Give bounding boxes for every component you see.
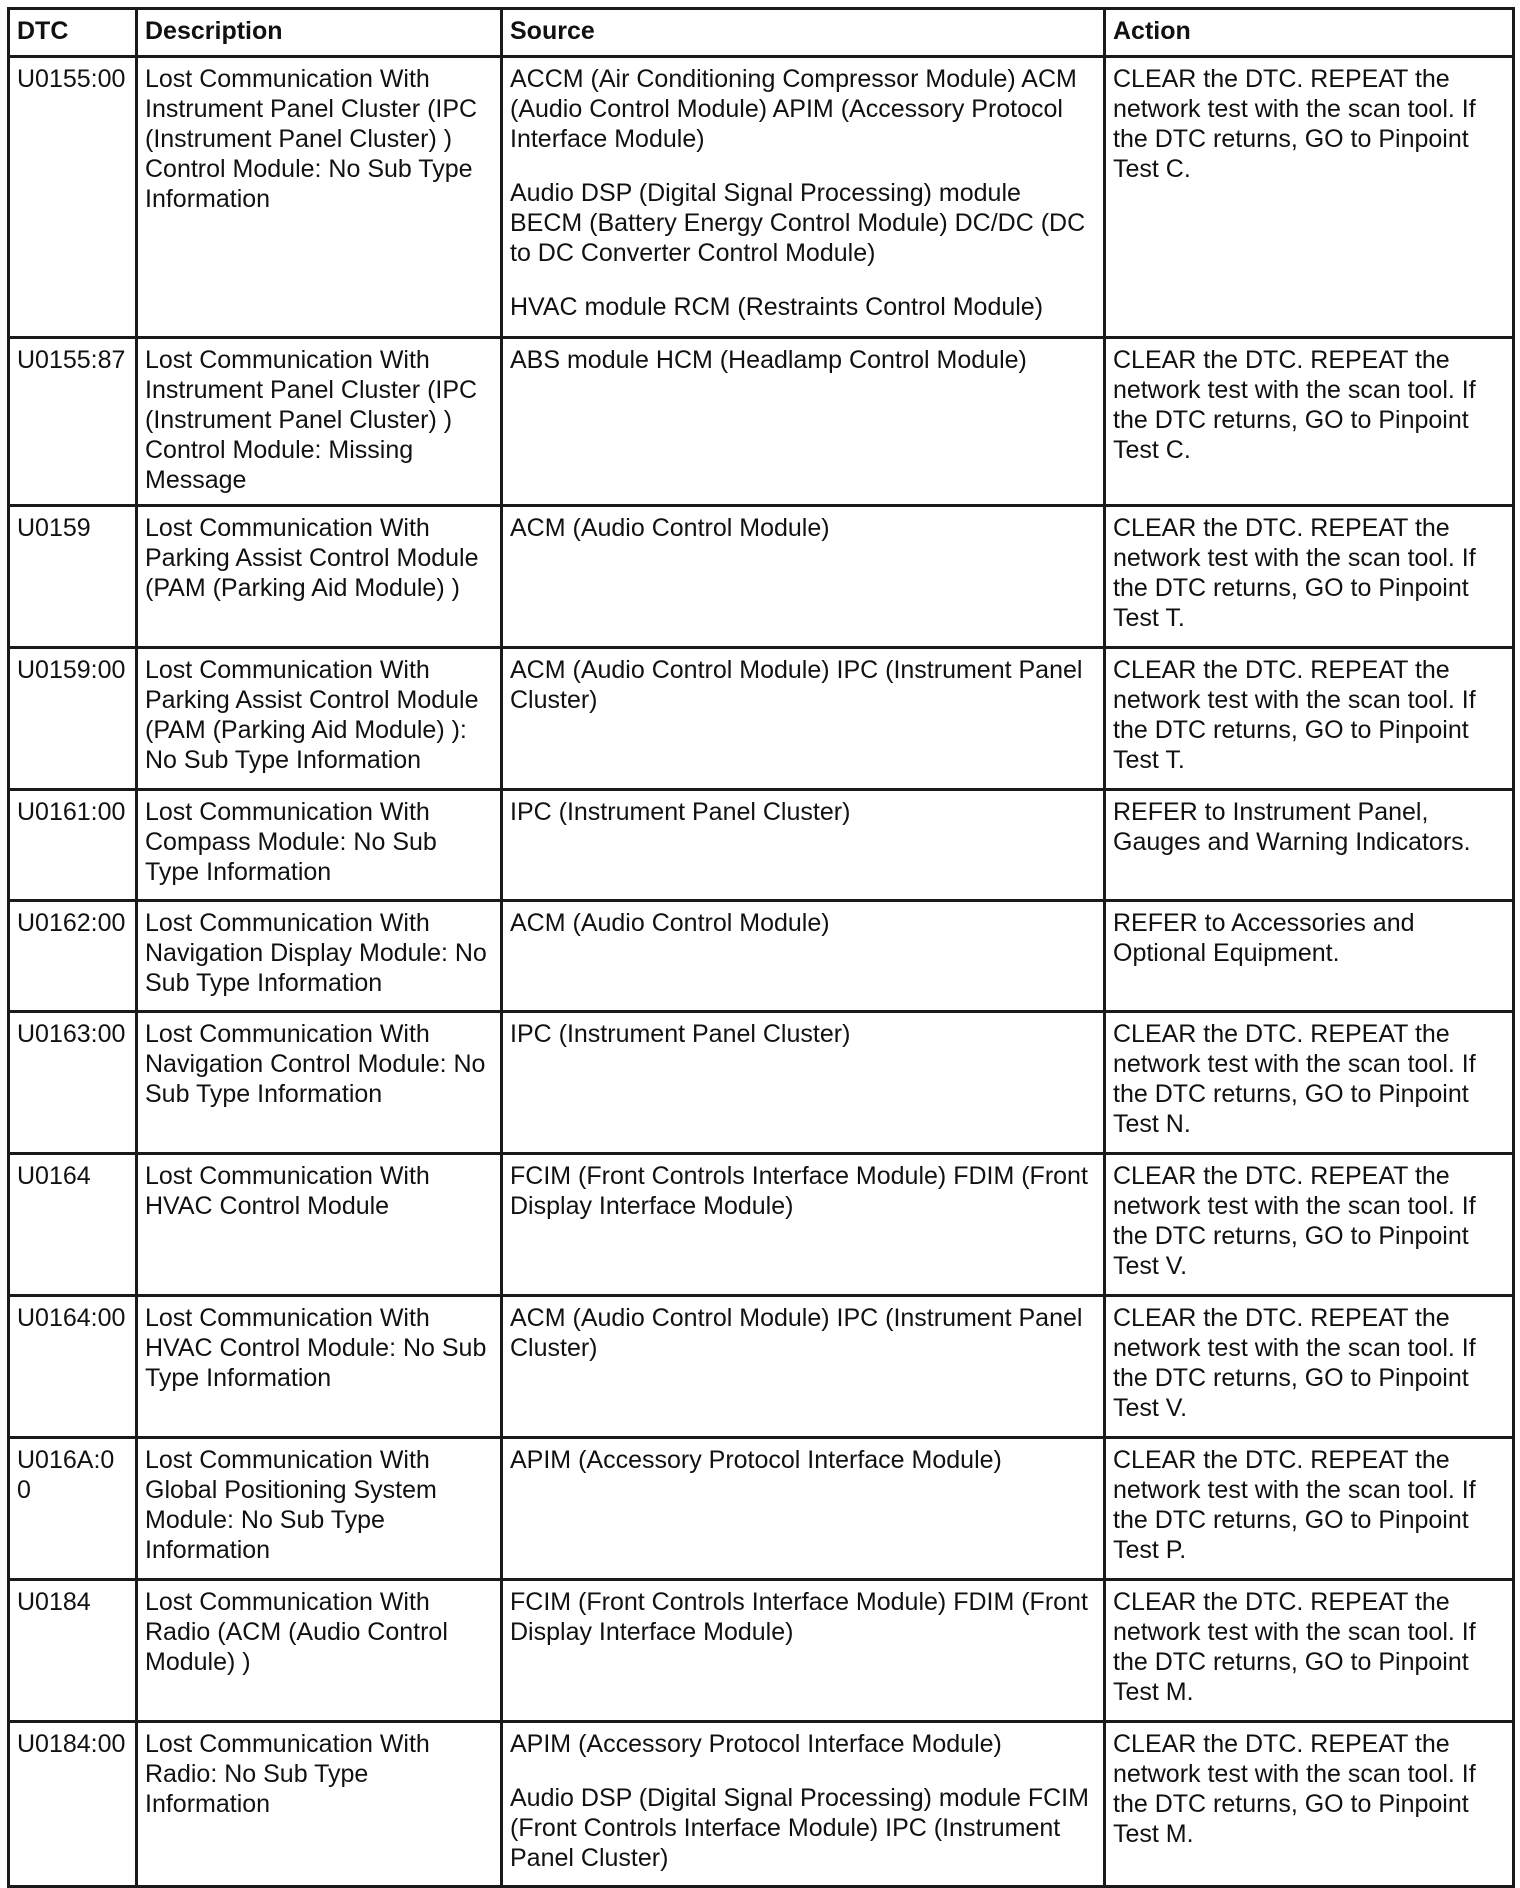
source-line: IPC (Instrument Panel Cluster)	[510, 1020, 851, 1048]
dtc-action: CLEAR the DTC. REPEAT the network test with the scan tool. If the DTC returns, GO to Pinpoint Test M.	[1105, 1722, 1514, 1887]
dtc-source	[502, 1580, 1105, 1722]
dtc-source	[502, 1296, 1105, 1438]
source-line: Audio DSP (Digital Signal Processing) module FCIM (Front Controls Interface Module) IPC (Instrument Panel Cluster)	[510, 1784, 1089, 1872]
dtc-description: Lost Communication With Global Positioning System Module: No Sub Type Information	[137, 1438, 502, 1580]
dtc-action: CLEAR the DTC. REPEAT the network test with the scan tool. If the DTC returns, GO to Pinpoint Test P.	[1105, 1438, 1514, 1580]
source-line: FCIM (Front Controls Interface Module) FDIM (Front Display Interface Module)	[510, 1162, 1088, 1220]
table-row	[9, 1154, 1514, 1296]
dtc-description: Lost Communication With Radio (ACM (Audio Control Module) )	[137, 1580, 502, 1722]
dtc-source	[502, 790, 1105, 901]
dtc-code: U0184:00	[9, 1722, 137, 1887]
table-row	[9, 1580, 1514, 1722]
dtc-description: Lost Communication With Radio: No Sub Type Information	[137, 1722, 502, 1887]
dtc-description: Lost Communication With Parking Assist Control Module (PAM (Parking Aid Module) )	[137, 506, 502, 648]
dtc-table	[7, 7, 1515, 1888]
table-header-row	[9, 9, 1514, 57]
source-line: ACM (Audio Control Module) IPC (Instrument Panel Cluster)	[510, 656, 1083, 714]
dtc-action: CLEAR the DTC. REPEAT the network test with the scan tool. If the DTC returns, GO to Pinpoint Test V.	[1105, 1154, 1514, 1296]
dtc-source	[502, 1012, 1105, 1154]
table-row	[9, 1438, 1514, 1580]
dtc-description: Lost Communication With HVAC Control Module: No Sub Type Information	[137, 1296, 502, 1438]
table-row	[9, 506, 1514, 648]
dtc-source	[502, 1722, 1105, 1887]
dtc-description: Lost Communication With Parking Assist Control Module (PAM (Parking Aid Module) ): No Sub Type Information	[137, 648, 502, 790]
header-description: Description	[137, 9, 502, 57]
source-line: HVAC module RCM (Restraints Control Module)	[510, 293, 1044, 321]
dtc-code: U0155:87	[9, 338, 137, 506]
dtc-source	[502, 1154, 1105, 1296]
dtc-code: U0155:00	[9, 57, 137, 338]
source-line: ACM (Audio Control Module)	[510, 909, 830, 937]
table-row	[9, 338, 1514, 506]
dtc-description: Lost Communication With Instrument Panel Cluster (IPC (Instrument Panel Cluster) ) Control Module: Missing Message	[137, 338, 502, 506]
source-line: FCIM (Front Controls Interface Module) FDIM (Front Display Interface Module)	[510, 1588, 1088, 1646]
source-line: IPC (Instrument Panel Cluster)	[510, 798, 851, 826]
dtc-code: U0159:00	[9, 648, 137, 790]
table-row	[9, 1722, 1514, 1887]
dtc-description: Lost Communication With Compass Module: No Sub Type Information	[137, 790, 502, 901]
dtc-action: REFER to Instrument Panel, Gauges and Warning Indicators.	[1105, 790, 1514, 901]
source-line: ACM (Audio Control Module) IPC (Instrument Panel Cluster)	[510, 1304, 1083, 1362]
dtc-source	[502, 57, 1105, 338]
table-row	[9, 1296, 1514, 1438]
dtc-source	[502, 338, 1105, 506]
dtc-code: U0161:00	[9, 790, 137, 901]
dtc-action: REFER to Accessories and Optional Equipment.	[1105, 901, 1514, 1012]
dtc-source	[502, 506, 1105, 648]
dtc-action: CLEAR the DTC. REPEAT the network test with the scan tool. If the DTC returns, GO to Pinpoint Test V.	[1105, 1296, 1514, 1438]
dtc-source	[502, 648, 1105, 790]
dtc-description: Lost Communication With Navigation Display Module: No Sub Type Information	[137, 901, 502, 1012]
dtc-code: U0163:00	[9, 1012, 137, 1154]
source-line: APIM (Accessory Protocol Interface Module)	[510, 1730, 1002, 1758]
dtc-action: CLEAR the DTC. REPEAT the network test with the scan tool. If the DTC returns, GO to Pinpoint Test C.	[1105, 57, 1514, 338]
dtc-source	[502, 901, 1105, 1012]
dtc-code: U0162:00	[9, 901, 137, 1012]
table-row	[9, 1012, 1514, 1154]
dtc-action: CLEAR the DTC. REPEAT the network test with the scan tool. If the DTC returns, GO to Pinpoint Test T.	[1105, 648, 1514, 790]
table-row	[9, 901, 1514, 1012]
table-row	[9, 57, 1514, 338]
header-source: Source	[502, 9, 1105, 57]
dtc-code: U016A:00	[9, 1438, 137, 1580]
source-line: APIM (Accessory Protocol Interface Module)	[510, 1446, 1002, 1474]
dtc-code: U0159	[9, 506, 137, 648]
dtc-action: CLEAR the DTC. REPEAT the network test with the scan tool. If the DTC returns, GO to Pinpoint Test T.	[1105, 506, 1514, 648]
dtc-source	[502, 1438, 1105, 1580]
source-line: Audio DSP (Digital Signal Processing) module BECM (Battery Energy Control Module) DC/DC (DC to DC Converter Control Module)	[510, 179, 1086, 267]
table-row	[9, 648, 1514, 790]
table-row	[9, 790, 1514, 901]
source-line: ABS module HCM (Headlamp Control Module)	[510, 346, 1027, 374]
dtc-description: Lost Communication With HVAC Control Module	[137, 1154, 502, 1296]
dtc-action: CLEAR the DTC. REPEAT the network test with the scan tool. If the DTC returns, GO to Pinpoint Test N.	[1105, 1012, 1514, 1154]
source-line: ACM (Audio Control Module)	[510, 514, 830, 542]
dtc-description: Lost Communication With Instrument Panel Cluster (IPC (Instrument Panel Cluster) ) Control Module: No Sub Type Information	[137, 57, 502, 338]
dtc-description: Lost Communication With Navigation Control Module: No Sub Type Information	[137, 1012, 502, 1154]
dtc-code: U0164:00	[9, 1296, 137, 1438]
header-dtc: DTC	[9, 9, 137, 57]
dtc-code: U0184	[9, 1580, 137, 1722]
dtc-action: CLEAR the DTC. REPEAT the network test with the scan tool. If the DTC returns, GO to Pinpoint Test C.	[1105, 338, 1514, 506]
dtc-code: U0164	[9, 1154, 137, 1296]
source-line: ACCM (Air Conditioning Compressor Module) ACM (Audio Control Module) APIM (Accessory Protocol Interface Module)	[510, 65, 1077, 153]
dtc-action: CLEAR the DTC. REPEAT the network test with the scan tool. If the DTC returns, GO to Pinpoint Test M.	[1105, 1580, 1514, 1722]
header-action: Action	[1105, 9, 1514, 57]
